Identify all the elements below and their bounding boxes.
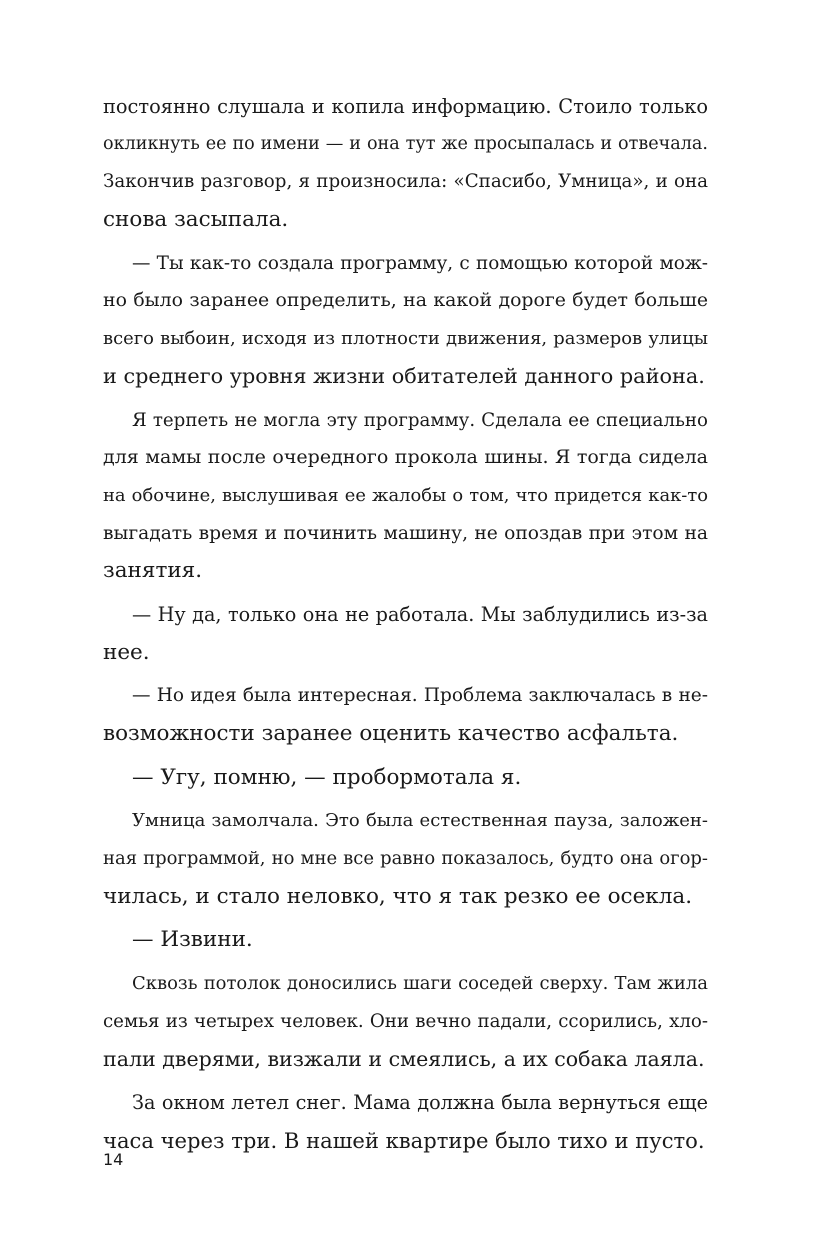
text-line: но было заранее определить, на какой дороге будет больше <box>103 289 708 312</box>
text-line: выгадать время и починить машину, не опоздав при этом на <box>103 522 708 544</box>
text-line: Закончив разговор, я произносила: «Спасибо, Умница», и она <box>103 171 708 193</box>
text-line: За окном летел снег. Мама должна была вернуться еще <box>132 1091 708 1115</box>
text-line: часа через три. В нашей квартире было тихо и пусто. <box>103 1127 705 1153</box>
text-line: — Извини. <box>132 927 253 953</box>
text-line: Я терпеть не могла эту программу. Сделала ее специально <box>132 409 708 431</box>
text-line: и среднего уровня жизни обитателей данного района. <box>103 363 705 388</box>
text-line: нее. <box>103 639 150 665</box>
text-line: пали дверями, визжали и смеялись, а их собака лаяла. <box>103 1046 705 1071</box>
text-line: снова засыпала. <box>103 207 289 233</box>
text-line: семья из четырех человек. Они вечно падали, ссорились, хло- <box>103 1010 708 1032</box>
text-line: для мамы после очередного прокола шины. Я тогда сидела <box>103 446 708 469</box>
text-line: чилась, и стало неловко, что я так резко ее осекла. <box>103 883 693 909</box>
text-line: Умница замолчала. Это была естественная пауза, заложен- <box>132 810 708 832</box>
page-number: 14 <box>103 1150 124 1169</box>
text-line: — Угу, помню, — пробормотала я. <box>132 764 522 790</box>
text-line: возможности заранее оценить качество асфальта. <box>103 721 679 746</box>
text-line: занятия. <box>103 558 203 584</box>
text-line: постоянно слушала и копила информацию. Стоило только <box>103 95 708 118</box>
text-line: Сквозь потолок доносились шаги соседей сверху. Там жила <box>132 973 708 995</box>
text-line: всего выбоин, исходя из плотности движения, размеров улицы <box>103 328 708 350</box>
body-text <box>103 88 708 1160</box>
text-line: окликнуть ее по имени — и она тут же просыпалась и отвечала. <box>103 133 708 154</box>
text-line: — Ну да, только она не работала. Мы заблудились из-за <box>132 602 708 626</box>
text-line: — Но идея была интересная. Проблема заключалась в не- <box>132 685 708 707</box>
text-line: ная программой, но мне все равно показалось, будто она огор- <box>103 848 708 870</box>
text-line: — Ты как-то создала программу, с помощью которой мож- <box>132 252 708 274</box>
text-line: на обочине, выслушивая ее жалобы о том, что придется как-то <box>103 484 708 506</box>
